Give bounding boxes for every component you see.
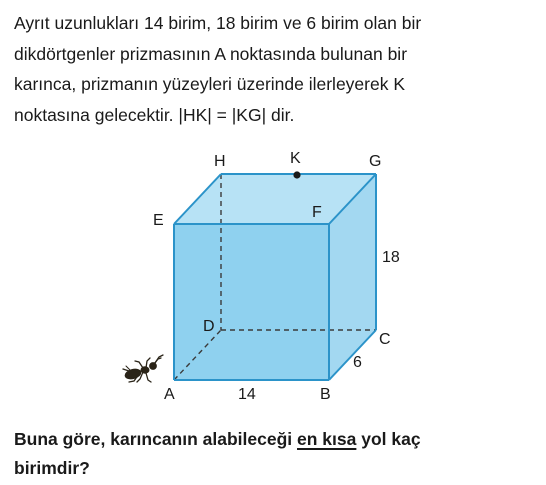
edge-label-18: 18 — [382, 249, 400, 266]
problem-line-3: karınca, prizmanın yüzeyleri üzerinde ilerleyerek K — [14, 74, 405, 94]
question-suffix: yol kaç — [356, 429, 421, 449]
problem-line-2: dikdörtgenler prizmasının A noktasında bulunan bir — [14, 43, 408, 64]
label-e: E — [153, 212, 164, 229]
question-line-1 — [14, 425, 536, 454]
label-c: C — [379, 331, 391, 348]
label-g: G — [369, 153, 382, 170]
label-b: B — [320, 386, 331, 403]
edge-label-14: 14 — [238, 386, 256, 403]
question-emphasis: en kısa — [297, 429, 357, 449]
question — [14, 425, 536, 483]
question-prefix: Buna göre, karıncanın alabileceği — [14, 429, 298, 449]
prism-front-face — [174, 224, 329, 380]
problem-line-4: noktasına gelecektir. |HK| = |KG| dir. — [14, 104, 295, 125]
ant-icon — [123, 355, 163, 382]
label-d: D — [203, 318, 215, 335]
edge-label-6: 6 — [353, 354, 362, 371]
label-a: A — [164, 386, 175, 403]
point-k — [293, 171, 300, 178]
question-line-2: birimdir? — [14, 458, 90, 478]
label-f: F — [312, 204, 322, 221]
problem-line-1: Ayrıt uzunlukları 14 birim, 18 birim ve 6 birim olan bir — [14, 13, 422, 33]
label-k: K — [290, 150, 301, 167]
label-h: H — [214, 153, 226, 170]
